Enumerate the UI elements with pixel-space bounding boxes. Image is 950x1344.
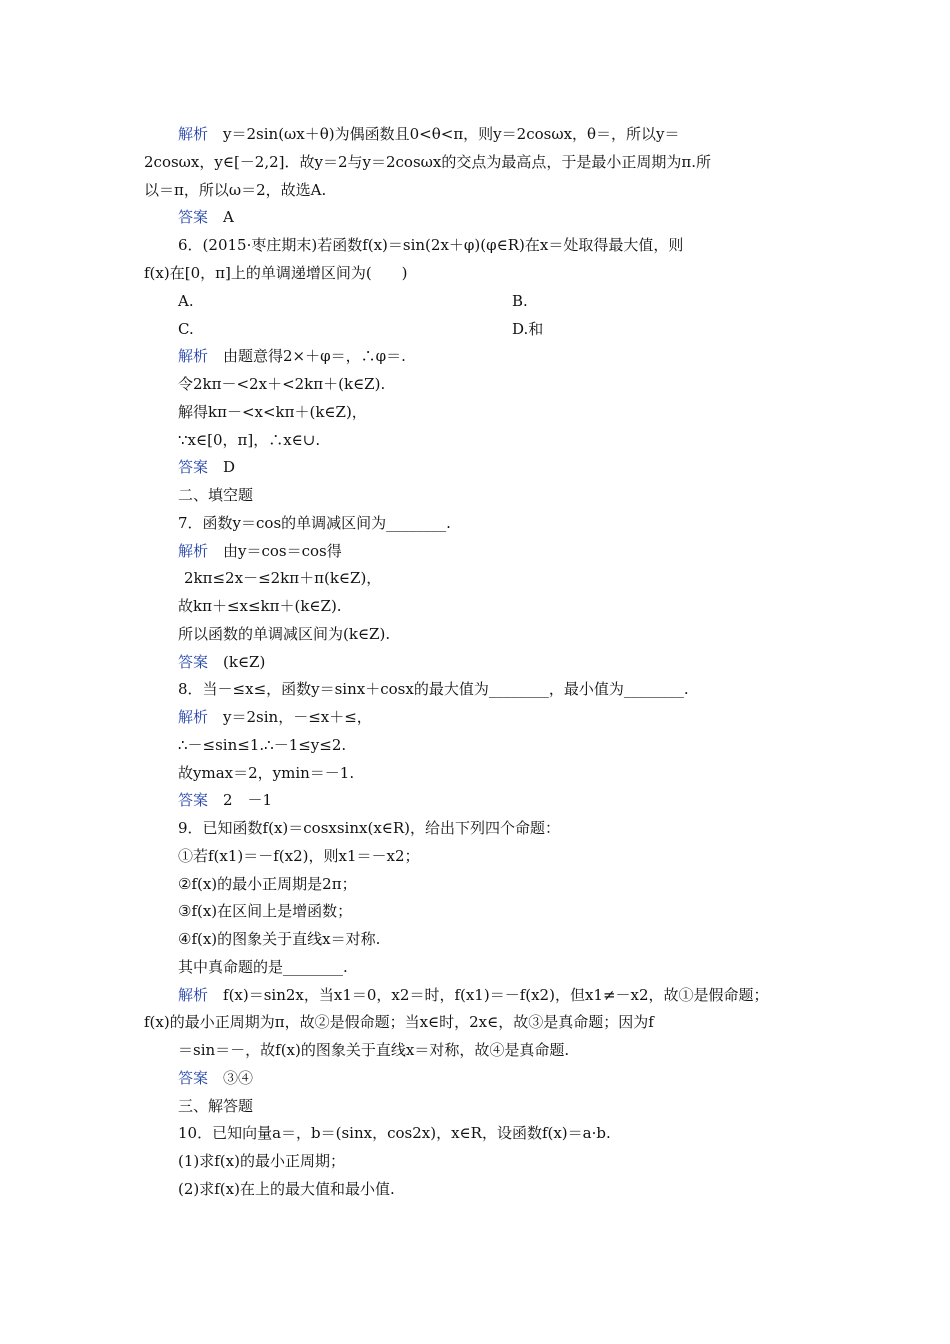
proposition-4: ④f(x)的图象关于直线x＝对称.	[178, 930, 381, 948]
text-line: 以＝π，所以ω＝2，故选A.	[144, 181, 327, 199]
solution-line	[178, 985, 769, 1005]
question-7: 7．函数y＝cos的单调减区间为________.	[178, 514, 451, 532]
option-c: C.	[178, 320, 194, 338]
solution-label: 解析	[178, 708, 209, 726]
subquestion-1: (1)求f(x)的最小正周期；	[178, 1152, 345, 1170]
solution-label: 解析	[178, 542, 209, 560]
line-text: 由y＝cos＝cos得	[208, 542, 342, 560]
text-line: ∵x∈[0，π]，∴x∈∪.	[178, 431, 321, 449]
question-10: 10．已知向量a＝，b＝(sinx，cos2x)，x∈R，设函数f(x)＝a·b.	[178, 1124, 611, 1142]
answer-label: 答案	[178, 208, 209, 226]
text-line: 解得kπ－<x<kπ＋(k∈Z)，	[178, 403, 367, 421]
line-text: ③④	[208, 1069, 254, 1087]
text-line: ＝sin＝－，故f(x)的图象关于直线x＝对称，故④是真命题.	[178, 1041, 570, 1059]
line-text: y＝2sin，－≤x＋≤，	[208, 708, 372, 726]
text-line: f(x)在[0，π]上的单调递增区间为( )	[144, 264, 408, 282]
solution-line	[178, 124, 680, 144]
solution-line	[178, 707, 372, 727]
text-line: ∴－≤sin≤1.∴－1≤y≤2.	[178, 736, 347, 754]
line-text: f(x)＝sin2x，当x1＝0，x2＝时，f(x1)＝－f(x2)，但x1≠－x2，故①是假命题；	[208, 986, 769, 1004]
text-line: 故ymax＝2，ymin＝－1.	[178, 764, 355, 782]
text-line: 所以函数的单调减区间为(k∈Z).	[178, 625, 391, 643]
line-text: 由题意得2×＋φ＝，∴φ＝.	[208, 347, 406, 365]
solution-label: 解析	[178, 347, 209, 365]
line-text: y＝2sin(ωx＋θ)为偶函数且0<θ<π，则y＝2cosωx，θ＝，所以y＝	[208, 125, 680, 143]
answer-line	[178, 457, 235, 477]
answer-line	[178, 652, 265, 672]
solution-label: 解析	[178, 125, 209, 143]
question-8: 8．当－≤x≤，函数y＝sinx＋cosx的最大值为________，最小值为________.	[178, 680, 689, 698]
option-line	[178, 319, 194, 339]
option-d: D.和	[512, 320, 544, 338]
option-b: B.	[512, 292, 528, 310]
answer-label: 答案	[178, 1069, 209, 1087]
answer-line	[178, 790, 272, 810]
answer-label: 答案	[178, 791, 209, 809]
text-line: 2kπ≤2x－≤2kπ＋π(k∈Z)，	[184, 569, 382, 587]
solution-line	[178, 541, 342, 561]
text-line: 其中真命题的是________.	[178, 958, 348, 976]
answer-label: 答案	[178, 653, 209, 671]
answer-label: 答案	[178, 458, 209, 476]
text-line: 故kπ＋≤x≤kπ＋(k∈Z).	[178, 597, 342, 615]
question-6: 6．(2015·枣庄期末)若函数f(x)＝sin(2x＋φ)(φ∈R)在x＝处取得最大值，则	[178, 236, 684, 254]
solution-line	[178, 346, 406, 366]
proposition-3: ③f(x)在区间上是增函数；	[178, 902, 353, 920]
question-9: 9．已知函数f(x)＝cosxsinx(x∈R)，给出下列四个命题：	[178, 819, 561, 837]
proposition-2: ②f(x)的最小正周期是2π；	[178, 875, 357, 893]
answer-line	[178, 207, 234, 227]
option-line	[178, 291, 194, 311]
proposition-1: ①若f(x1)＝－f(x2)，则x1＝－x2；	[178, 847, 420, 865]
section-heading: 二、填空题	[178, 486, 254, 504]
section-heading: 三、解答题	[178, 1097, 254, 1115]
answer-line	[178, 1068, 253, 1088]
text-line: f(x)的最小正周期为π，故②是假命题；当x∈时，2x∈，故③是真命题；因为f	[144, 1013, 654, 1031]
line-text: 2 －1	[208, 791, 273, 809]
option-a: A.	[178, 292, 194, 310]
line-text: D	[208, 458, 236, 476]
line-text: A	[208, 208, 234, 226]
subquestion-2: (2)求f(x)在上的最大值和最小值.	[178, 1180, 395, 1198]
text-line: 2cosωx，y∈[－2,2]．故y＝2与y＝2cosωx的交点为最高点，于是最小正周期为π.所	[144, 153, 711, 171]
solution-label: 解析	[178, 986, 209, 1004]
text-line: 令2kπ－<2x＋<2kπ＋(k∈Z).	[178, 375, 386, 393]
line-text: (k∈Z)	[208, 653, 266, 671]
